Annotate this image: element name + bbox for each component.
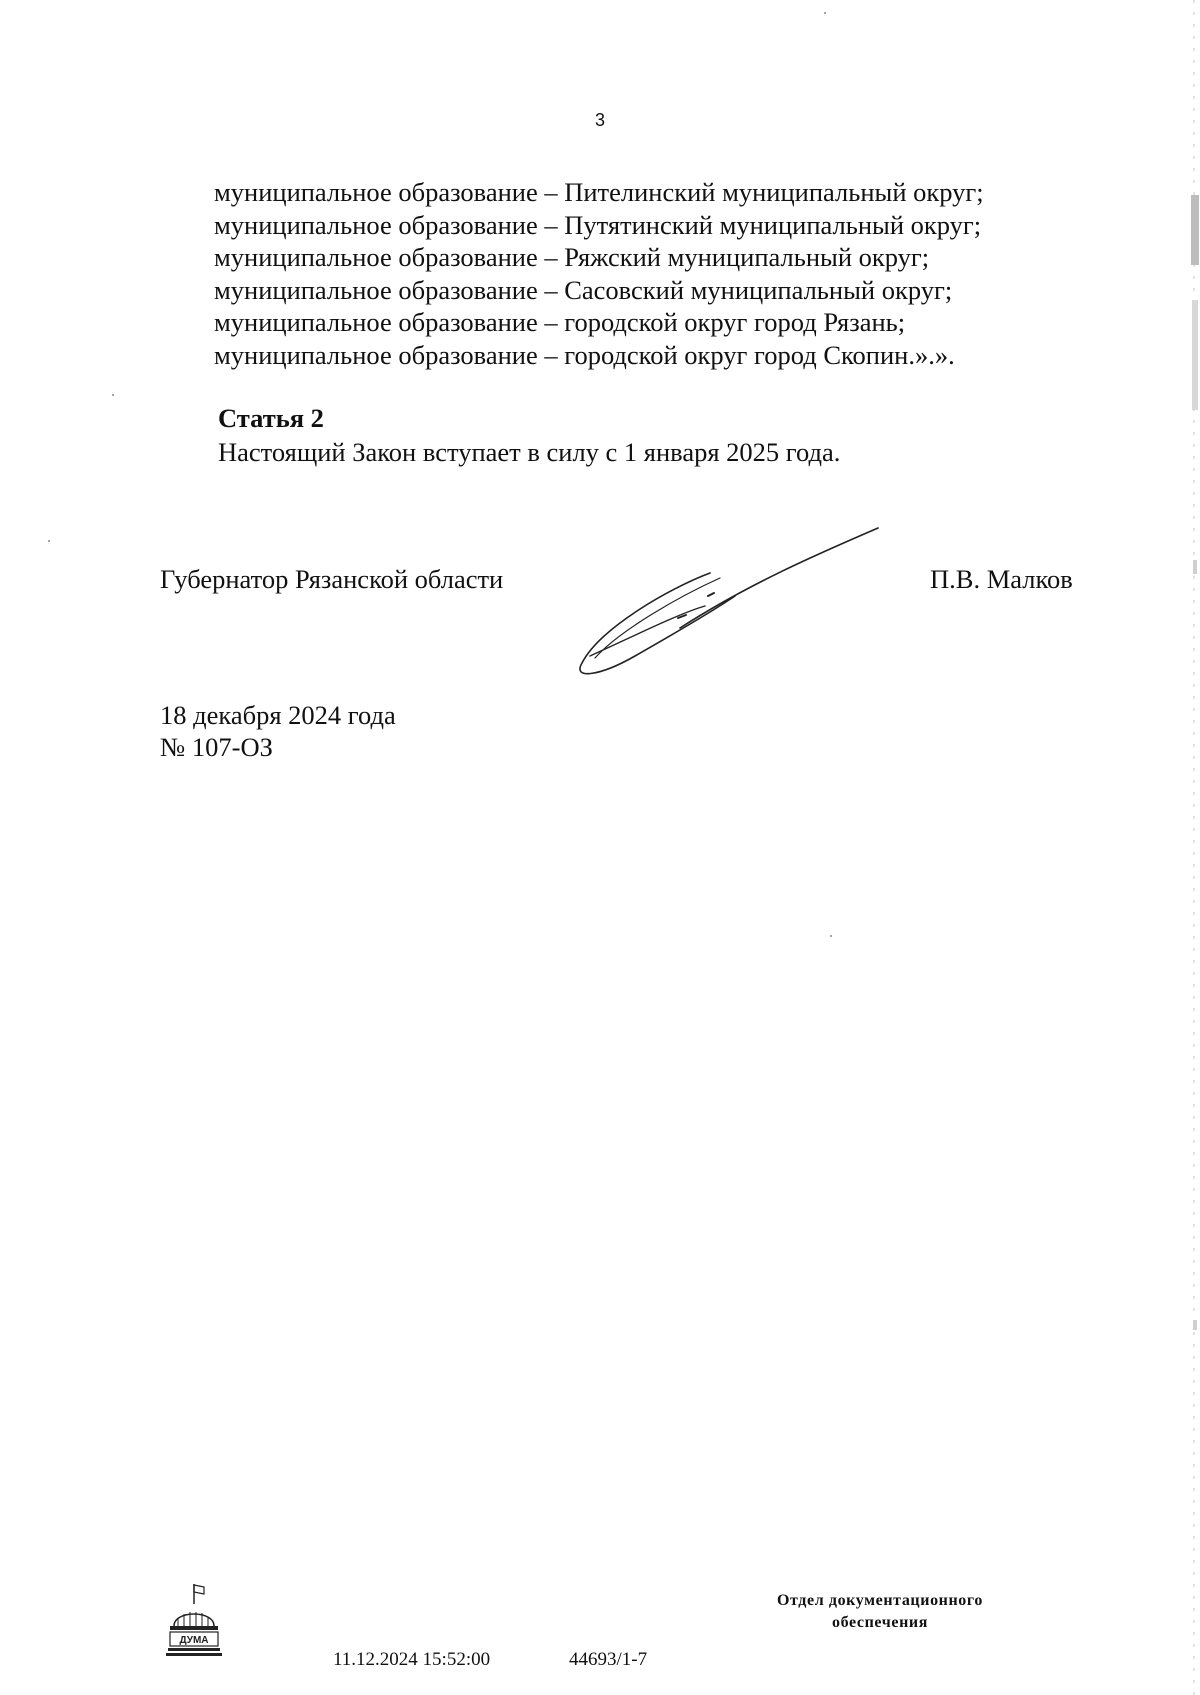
scan-speck <box>48 540 50 542</box>
footer-timestamp: 11.12.2024 15:52:00 <box>333 1649 491 1670</box>
scan-speck <box>830 935 832 937</box>
law-date: 18 декабря 2024 года <box>160 700 396 730</box>
duma-logo <box>164 1582 228 1660</box>
law-number: № 107-ОЗ <box>160 732 273 762</box>
list-item: муниципальное образование – Пителинский муниципальный округ; <box>214 177 984 207</box>
footer-department-line: обеспечения <box>832 1614 928 1631</box>
list-item: муниципальное образование – городской округ город Рязань; <box>214 307 906 338</box>
signer-name: П.В. Малков <box>930 564 1073 594</box>
list-item: муниципальное образование – Путятинский муниципальный округ; <box>214 209 982 240</box>
page-number: 3 <box>594 110 605 130</box>
scan-speck <box>112 394 114 396</box>
scan-edge-artifact <box>1180 0 1200 1695</box>
list-item: муниципальное образование – Ряжский муниципальный округ; <box>214 242 930 273</box>
list-item: муниципальное образование – городской округ город Скопин.».». <box>214 339 955 370</box>
article-title: Статья 2 <box>218 403 324 433</box>
footer-department-line: Отдел документационного <box>777 1592 983 1609</box>
handwritten-signature <box>560 518 890 683</box>
article-text: Настоящий Закон вступает в силу с 1 января 2025 года. <box>218 437 841 467</box>
signer-position: Губернатор Рязанской области <box>160 564 504 594</box>
list-item: муниципальное образование – Сасовский муниципальный округ; <box>214 274 953 305</box>
footer-department-stamp <box>720 1590 1040 1634</box>
scan-speck <box>824 12 826 14</box>
municipality-list <box>214 176 1114 372</box>
footer-registration-number: 44693/1-7 <box>569 1649 648 1670</box>
svg-text:ДУМА: ДУМА <box>179 1635 209 1646</box>
